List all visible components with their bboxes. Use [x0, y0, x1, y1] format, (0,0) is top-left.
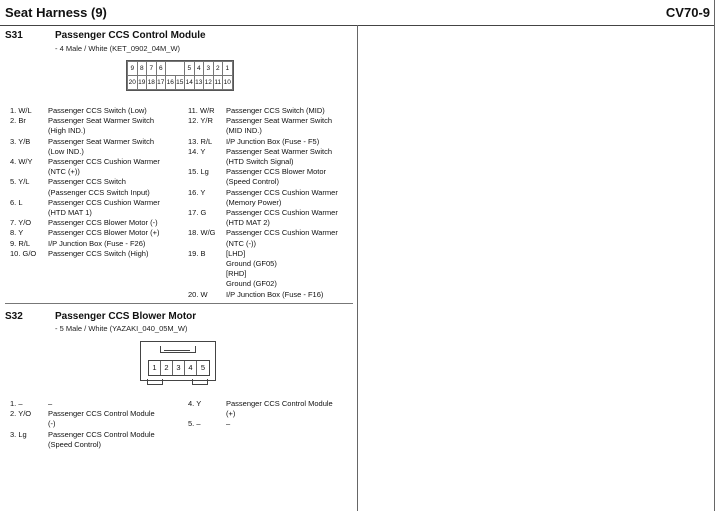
pin-number: 7. Y/O	[10, 218, 32, 228]
connector-pin: 7	[147, 62, 157, 76]
page-header	[0, 0, 715, 26]
pin-row	[10, 157, 182, 167]
pin-row	[188, 218, 360, 228]
pin-description: Passenger Seat Warmer Switch	[226, 116, 333, 126]
connector-pin: 4	[194, 62, 204, 76]
pin-number	[188, 239, 226, 249]
connector-pin: 2	[161, 361, 173, 375]
pin-number: 8. Y	[10, 228, 24, 238]
pin-number: 12. Y/R	[188, 116, 213, 126]
pin-description: Passenger CCS Switch (MID)	[226, 106, 325, 115]
s32-id: S32	[5, 311, 23, 322]
pin-description: Passenger CCS Blower Motor (-)	[48, 218, 158, 228]
pin-description: (HTD MAT 1)	[48, 208, 92, 218]
pin-number	[188, 198, 226, 208]
pin-row	[188, 259, 360, 269]
pin-number: 15. Lg	[188, 167, 209, 177]
pin-row	[10, 167, 182, 177]
pin-description: Ground (GF05)	[226, 259, 277, 269]
pin-row	[10, 249, 182, 259]
pin-row	[188, 228, 360, 238]
connector-pin: 6	[156, 62, 166, 76]
s32-title: Passenger CCS Blower Motor	[55, 311, 197, 322]
pin-number	[10, 147, 48, 157]
pin-row	[188, 137, 360, 147]
pin-description: Passenger Seat Warmer Switch	[48, 136, 155, 146]
connector-pin: 8	[137, 62, 147, 76]
s31-subtitle: - 4 Male / White (KET_0902_04M_W)	[55, 44, 181, 53]
pin-number: 17. G	[188, 208, 207, 218]
pin-number: 16. Y	[188, 187, 206, 197]
pin-description: [LHD]	[226, 248, 246, 258]
pin-row	[188, 269, 360, 279]
pin-row	[188, 106, 360, 116]
pin-row	[188, 126, 360, 136]
pin-number	[188, 126, 226, 136]
connector-pin: 10	[223, 76, 233, 90]
connector-pin: 5	[200, 363, 206, 372]
pin-row	[188, 279, 360, 289]
pin-number: 4. Y	[188, 399, 202, 408]
pin-number: 2. Y/O	[10, 409, 32, 419]
pin-row	[10, 147, 182, 157]
pin-description: Passenger CCS Cushion Warmer	[48, 197, 160, 207]
pin-description: Passenger CCS Control Module	[48, 429, 155, 439]
pin-number	[10, 208, 48, 218]
pin-row	[188, 188, 360, 198]
pin-row	[10, 409, 182, 419]
pin-number: 5. Y/L	[10, 177, 30, 187]
pin-number	[188, 269, 226, 279]
pin-number	[188, 279, 226, 289]
pin-description: Passenger CCS Switch (High)	[48, 248, 149, 258]
connector-blank	[166, 62, 185, 76]
page-code: CV70-9	[665, 5, 710, 20]
connector-pin: 16	[166, 76, 176, 90]
pin-description: –	[48, 399, 53, 408]
connector-pin: 3	[204, 62, 214, 76]
pin-description: (NTC (+))	[48, 167, 80, 177]
pin-row	[188, 167, 360, 177]
pin-description: Passenger Seat Warmer Switch	[226, 146, 333, 156]
pin-row	[10, 430, 182, 440]
pin-row	[188, 239, 360, 249]
pin-number: 19. B	[188, 248, 206, 258]
connector-pin: 18	[147, 76, 157, 90]
pin-description: Ground (GF02)	[226, 279, 277, 289]
pin-description: (Passenger CCS Switch Input)	[48, 187, 150, 197]
pin-number: 2. Br	[10, 116, 26, 126]
s32-subtitle: - 5 Male / White (YAZAKI_040_05M_W)	[55, 324, 188, 333]
connector-pin: 9	[128, 62, 138, 76]
pin-row	[10, 177, 182, 187]
pin-row	[188, 249, 360, 259]
pin-row	[10, 188, 182, 198]
pin-number: 14. Y	[188, 146, 206, 156]
pin-row	[10, 116, 182, 126]
pin-description: Passenger CCS Cushion Warmer	[226, 187, 338, 197]
pin-row	[188, 399, 360, 409]
pin-number	[188, 409, 226, 419]
pin-description: [RHD]	[226, 269, 247, 279]
pin-description: –	[226, 419, 231, 429]
pin-row	[188, 147, 360, 157]
pin-number: 3. Lg	[10, 429, 27, 439]
pin-number: 20. W	[188, 289, 208, 299]
pin-number: 3. Y/B	[10, 136, 31, 146]
s32-pins-left	[10, 399, 182, 450]
pin-description: Passenger CCS Control Module	[226, 399, 333, 408]
pin-row	[10, 239, 182, 249]
pin-row	[188, 157, 360, 167]
s31-pins-left	[10, 106, 182, 259]
pin-description: (MID IND.)	[226, 126, 262, 136]
pin-description: (+)	[226, 409, 236, 419]
pin-number: 5. –	[188, 419, 201, 429]
connector-pin: 19	[137, 76, 147, 90]
pin-row	[10, 106, 182, 116]
pin-description: Passenger Seat Warmer Switch	[48, 116, 155, 126]
connector-pin: 20	[128, 76, 138, 90]
connector-foot-left	[147, 379, 163, 385]
pin-description: Passenger CCS Cushion Warmer	[226, 208, 338, 218]
connector-pin: 2	[213, 62, 223, 76]
connector-pin: 17	[156, 76, 166, 90]
pin-description: (HTD MAT 2)	[226, 218, 270, 228]
pin-description: (High IND.)	[48, 126, 86, 136]
pin-row	[188, 116, 360, 126]
pin-number: 1. –	[10, 399, 23, 408]
pin-number: 4. W/Y	[10, 157, 33, 167]
connector-pin: 1	[223, 62, 233, 76]
pin-number: 9. R/L	[10, 238, 31, 248]
pin-description: Passenger CCS Switch	[48, 177, 126, 187]
connector-pin: 15	[175, 76, 185, 90]
pin-row	[188, 290, 360, 300]
connector-pin: 14	[185, 76, 195, 90]
pin-number	[188, 177, 226, 187]
pin-row	[188, 177, 360, 187]
pin-description: (Speed Control)	[48, 439, 101, 449]
pin-number	[188, 218, 226, 228]
pin-description: (Low IND.)	[48, 146, 84, 156]
pin-description: Passenger CCS Blower Motor (+)	[48, 228, 160, 238]
connector-pin: 5	[185, 62, 195, 76]
pin-row	[10, 137, 182, 147]
pin-number	[10, 126, 48, 136]
pin-number: 6. L	[10, 197, 23, 207]
pin-number	[188, 157, 226, 167]
connector-pin: 1	[149, 361, 161, 375]
pin-description: Passenger CCS Cushion Warmer	[48, 157, 160, 167]
pin-number	[10, 188, 48, 198]
s31-id: S31	[5, 30, 23, 41]
pin-description: Passenger CCS Control Module	[48, 409, 155, 419]
pin-description: Passenger CCS Cushion Warmer	[226, 228, 338, 238]
pin-row	[10, 126, 182, 136]
pin-description: I/P Junction Box (Fuse - F26)	[48, 238, 146, 248]
pin-number	[10, 440, 48, 450]
pin-row	[10, 419, 182, 429]
pin-description: (Speed Control)	[226, 177, 279, 187]
pin-row	[10, 198, 182, 208]
pin-number: 10. G/O	[10, 248, 37, 258]
s31-connector-diagram	[126, 60, 234, 91]
connector-pin: 4	[185, 361, 197, 375]
pin-row	[10, 218, 182, 228]
pin-number: 11. W/R	[188, 106, 215, 115]
connector-pin: 12	[204, 76, 214, 90]
pin-number: 18. W/G	[188, 228, 216, 238]
pin-number: 13. R/L	[188, 136, 213, 146]
pin-row	[188, 419, 360, 429]
pin-number: 1. W/L	[10, 106, 32, 115]
connector-pin-row	[148, 360, 210, 376]
pin-row	[188, 208, 360, 218]
pin-description: (NTC (-))	[226, 238, 256, 248]
pin-description: Passenger CCS Switch (Low)	[48, 106, 147, 115]
pin-number	[10, 419, 48, 429]
s31-pins-right	[188, 106, 360, 300]
pin-description: Passenger CCS Blower Motor	[226, 167, 327, 177]
pin-row	[10, 399, 182, 409]
connector-pin: 3	[173, 361, 185, 375]
s32-pins-right	[188, 399, 360, 430]
connector-pin: 11	[213, 76, 223, 90]
pin-row	[188, 409, 360, 419]
pin-number	[10, 167, 48, 177]
connector-pin: 13	[194, 76, 204, 90]
pin-description: (HTD Switch Signal)	[226, 157, 294, 167]
pin-number	[188, 259, 226, 269]
page-title: Seat Harness (9)	[5, 5, 107, 20]
section-divider	[5, 303, 353, 304]
pin-row	[188, 198, 360, 208]
pin-description: (-)	[48, 419, 56, 429]
s31-title: Passenger CCS Control Module	[55, 30, 206, 41]
pin-row	[10, 208, 182, 218]
pin-description: I/P Junction Box (Fuse - F5)	[226, 136, 320, 146]
pin-description: (Memory Power)	[226, 197, 282, 207]
pin-description: I/P Junction Box (Fuse - F16)	[226, 289, 324, 299]
pin-row	[10, 440, 182, 450]
connector-latch-inner	[164, 347, 190, 351]
connector-foot-right	[192, 379, 208, 385]
pin-row	[10, 228, 182, 238]
